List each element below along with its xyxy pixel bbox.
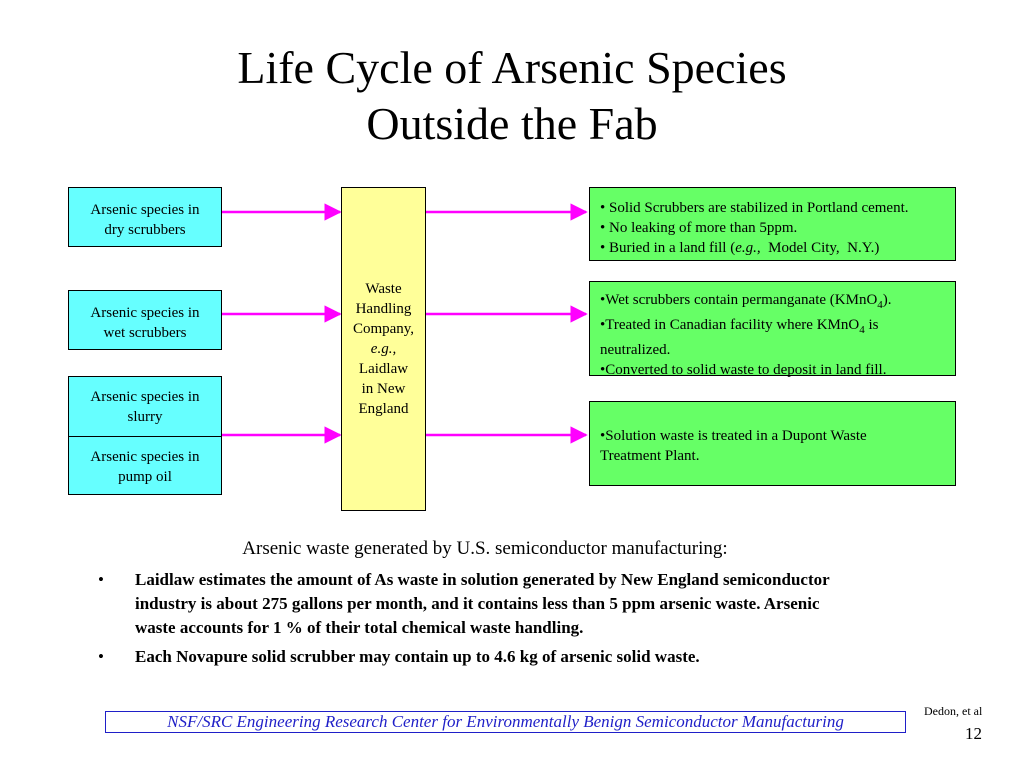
hub-line: Handling xyxy=(355,301,412,317)
source-wet-scrubbers xyxy=(68,290,222,350)
bullet-list xyxy=(98,568,838,674)
text-segment: is xyxy=(864,317,879,333)
destination-line xyxy=(600,315,949,340)
author-credit: Dedon, et al xyxy=(924,704,983,718)
text-segment: •Wet scrubbers contain permanganate (KMnO xyxy=(600,292,878,308)
footer-banner: NSF/SRC Engineering Research Center for Environmentally Benign Semiconductor Manufacturing xyxy=(105,711,906,733)
hub-line: England xyxy=(358,401,409,417)
source-line: slurry xyxy=(127,409,163,425)
bullet-item xyxy=(98,645,838,669)
hub-line: Waste xyxy=(365,281,402,297)
destination-wet-scrubbers xyxy=(589,281,956,376)
subscript: 4 xyxy=(859,324,865,336)
destination-line: • No leaking of more than 5ppm. xyxy=(600,220,798,236)
destination-line: neutralized. xyxy=(600,342,671,358)
bullet-text: Laidlaw estimates the amount of As waste in solution generated by New England semiconductor industry is about 275 gallons per month, and it contains less than 5 ppm arsenic waste. Arsenic waste accounts for 1 % of their total chemical waste handling. xyxy=(135,570,830,637)
source-line: wet scrubbers xyxy=(103,325,187,341)
bullet-dot: • xyxy=(98,570,104,589)
hub-line: Company, xyxy=(352,321,415,337)
source-line: Arsenic species in xyxy=(90,389,200,405)
bullet-text: Each Novapure solid scrubber may contain up to 4.6 kg of arsenic solid waste. xyxy=(135,647,700,666)
destination-line xyxy=(600,290,949,315)
hub-line: in New xyxy=(361,381,406,397)
text-segment-italic: e.g., xyxy=(735,240,761,256)
destination-solution-waste xyxy=(589,401,956,486)
text-segment: •Treated in Canadian facility where KMnO xyxy=(600,317,860,333)
text-segment: ). xyxy=(882,292,892,308)
source-dry-scrubbers xyxy=(68,187,222,247)
source-line: Arsenic species in xyxy=(90,305,200,321)
slide-title-line2: Outside the Fab xyxy=(366,98,658,149)
page-number: 12 xyxy=(965,724,982,743)
source-line: dry scrubbers xyxy=(104,222,186,238)
destination-line: •Solution waste is treated in a Dupont Waste xyxy=(600,428,867,444)
source-line: Arsenic species in xyxy=(90,449,200,465)
subscript: 4 xyxy=(877,299,883,311)
intro-text: Arsenic waste generated by U.S. semiconductor manufacturing: xyxy=(242,538,728,559)
destination-line: •Converted to solid waste to deposit in land fill. xyxy=(600,362,887,378)
destination-line: • Solid Scrubbers are stabilized in Portland cement. xyxy=(600,200,909,216)
text-segment: • Buried in a land fill ( xyxy=(600,240,736,256)
source-line: pump oil xyxy=(118,469,172,485)
source-pump-oil xyxy=(68,436,222,495)
waste-handling-company xyxy=(341,187,426,511)
text-segment: Model City, N.Y.) xyxy=(760,240,880,256)
bullet-dot: • xyxy=(98,647,104,666)
destination-line: Treatment Plant. xyxy=(600,448,700,464)
bullet-item xyxy=(98,568,838,640)
destination-line xyxy=(600,238,949,258)
source-line: Arsenic species in xyxy=(90,202,200,218)
slide-title-line1: Life Cycle of Arsenic Species xyxy=(237,42,787,93)
destination-solid-scrubbers xyxy=(589,187,956,261)
source-slurry xyxy=(68,376,222,437)
hub-line: Laidlaw xyxy=(358,361,409,377)
hub-line: e.g., xyxy=(370,341,397,357)
